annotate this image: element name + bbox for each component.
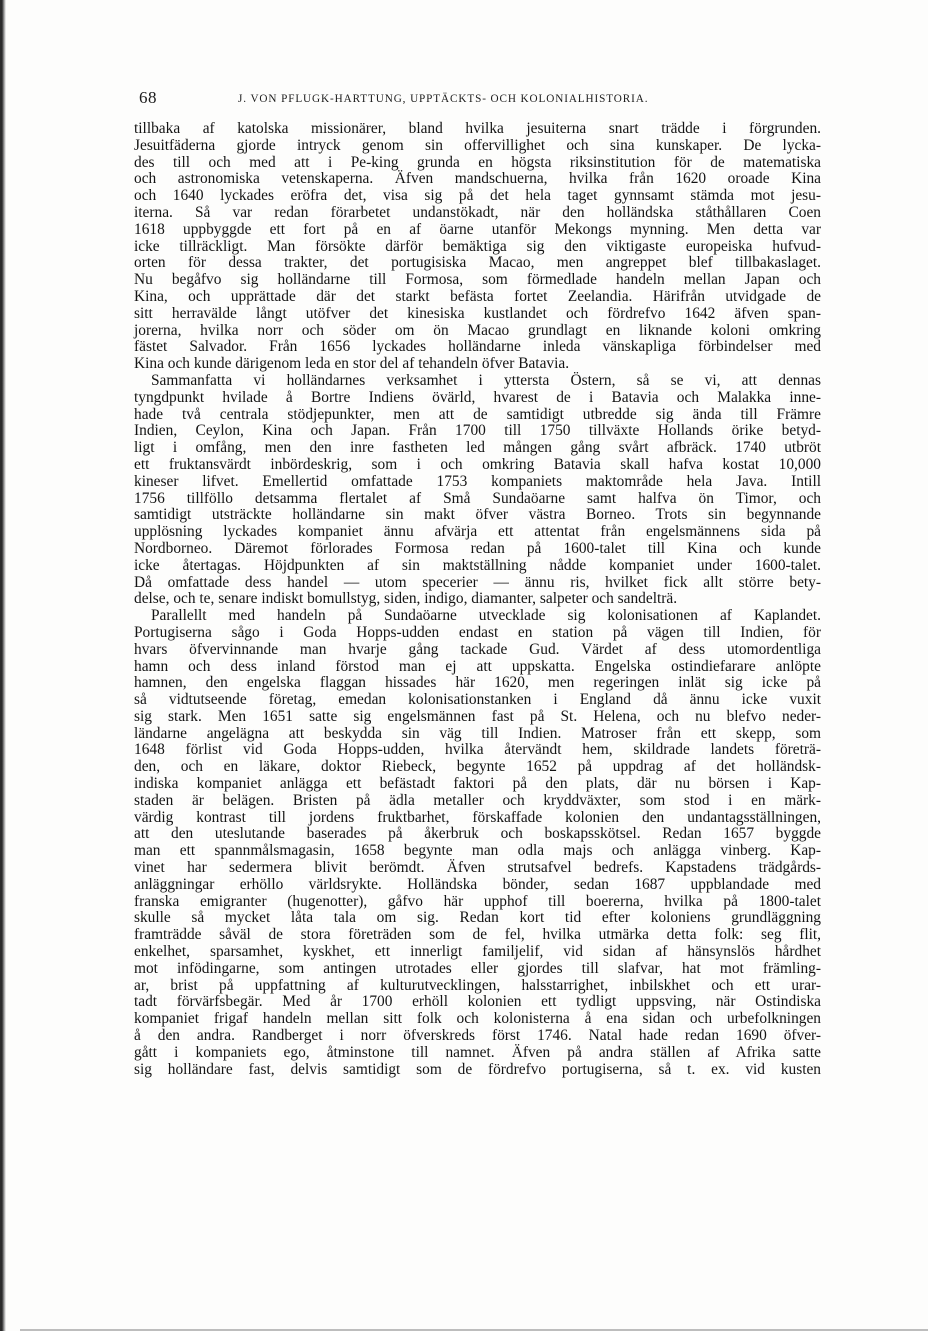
text-line: jorerna, hvilka norr och söder om ön Macao grundlagt en liknande koloni omkring — [134, 321, 821, 339]
text-line: des till och med att i Pe-king grunda en högsta riksinstitution för de matematiska — [134, 153, 821, 171]
text-line: och 1640 lyckades eröfra det, visa sig på det hela taget gynnsamt stämda mot jesu- — [134, 187, 821, 205]
text-line: orten för dessa trakter, det portugisiska Macao, men angreppet blef tillbakaslaget. — [134, 254, 821, 272]
text-line: indiska kompaniet anlägga ett befästadt faktori på den plats, där nu börsen i Kap- — [134, 775, 821, 793]
text-line: hvars öfvervinnande man hvarje gång tackade Gud. Värdet af dess utomordentliga — [134, 640, 821, 658]
text-line: Kina, och upprättade där det starkt befästa fortet Zeelandia. Härifrån utvidgade de — [134, 287, 821, 305]
text-line: den, och en läkare, doktor Riebeck, begynte 1652 på uppdrag af det holländsk- — [134, 758, 821, 776]
text-line: så vidtutseende företag, emedan kolonisationstanken i England då ännu icke vuxit — [134, 691, 821, 709]
text-line: och astronomiska vetenskaperna. Äfven mandschuerna, hvilka från 1620 oroade Kina — [134, 170, 821, 188]
text-line: tadt förvärfsbegär. Med år 1700 erhöll kolonien ett tydligt uppsving, när Ostindiska — [134, 993, 821, 1011]
text-line: icke tillräckligt. Man försökte därför bemäktiga sig den viktigaste europeiska hufvud- — [134, 237, 821, 255]
text-line: enkelhet, sparsamhet, kyskhet, ett innerligt familjelif, vid sidan af hänsynslös hårdhet — [134, 943, 821, 961]
text-line: Nordborneo. Däremot förlorades Formosa redan på 1600-talet till Kina och kunde — [134, 539, 821, 557]
text-line: 1618 uppbyggde ett fort på en af öarne utanför Mekongs mynning. Men detta var — [134, 220, 821, 238]
text-line: hade två centrala stödjepunkter, men att de samtidigt utbredde sig ända till Främre — [134, 405, 821, 423]
text-line: värdig kontrast till jordens fruktbarhet, förskaffade kolonien den undantagsställningen, — [134, 808, 821, 826]
body-text — [134, 121, 821, 1078]
text-line: hamn och dess inland förstod man ej att uppskatta. Engelska ostindiefarare anlöpte — [134, 657, 821, 675]
text-line: sitt herravälde långt utöfver det kinesiska kustlandet och fördrefvo 1642 äfven span- — [134, 304, 821, 322]
text-line: skulle så mycket låta tala om sig. Redan kort tid efter koloniens grundläggning — [134, 909, 821, 927]
text-line: iterna. Så var redan förarbetet undanstökadt, när den holländska ståthållaren Coen — [134, 203, 821, 221]
text-line: mot infödingarne, som antingen utrotades eller gjordes till slafvar, hat mot främling- — [134, 959, 821, 977]
text-line: Jesuitfäderna gjorde intryck genom sin offervillighet och sina kunskaper. De lycka- — [134, 136, 821, 154]
text-line: franska emigranter (hugenotter), gåfvo här upphof till boererna, hvilka på 1800-talet — [134, 892, 821, 910]
text-line: ett fruktansvärdt inbördeskrig, som i och omkring Batavia skall hafva kostat 10,000 — [134, 455, 821, 473]
text-line: tillbaka af katolska missionärer, bland hvilka jesuiterna snart trädde i förgrunden. — [134, 120, 821, 137]
text-line: sig holländare fast, delvis samtidigt som de fördrefvo portugiserna, så t. ex. vid kusten — [134, 1060, 821, 1078]
running-title: J. VON PFLUGK-HARTTUNG, UPPTÄCKTS- OCH KOLONIALHISTORIA. — [238, 93, 649, 105]
text-line: ligt i omfång, men den inre fastheten led mången gång svårt afbräck. 1740 utbröt — [134, 439, 821, 457]
text-line: Kina och kunde därigenom leda en stor del af tehandeln öfver Batavia. — [134, 355, 570, 373]
text-line: Då omfattade dess handel — utom specerier — ännu ris, hvilket fick allt större bety- — [134, 573, 821, 591]
text-line: ar, brist på uppfattning af kulturutvecklingen, halsstarrighet, inbilskhet och ett urar- — [134, 976, 821, 994]
text-line: Sammanfatta vi holländarnes verksamhet i yttersta Östern, så se vi, att dennas — [151, 371, 821, 389]
text-line: samtidigt utsträckte holländarne sin makt öfver västra Borneo. Trots sin begynnande — [134, 506, 821, 524]
text-line: vinet har sedermera blivit berömdt. Äfven strutsafvel bedrefs. Kapstadens trädgårds- — [134, 859, 821, 877]
page-number: 68 — [139, 88, 157, 107]
text-line: hamnen, den engelska flaggan hissades här 1620, men regeringen inlät sig icke på — [134, 674, 821, 692]
text-line: Portugiserna sågo i Goda Hopps-udden endast en station på vägen till Indien, för — [134, 623, 821, 641]
text-line: upplösning lyckades kompaniet ännu afvärja ett attentat från engelsmännens sida på — [134, 523, 821, 541]
text-line: framträdde såväl de stora företräden som de fel, hvilka utmärka detta folk: seg flit, — [134, 926, 821, 944]
text-line: gått i kompaniets ego, åtminstone till namnet. Äfven på andra ställen af Afrika satte — [134, 1043, 821, 1061]
scan-edge-left — [0, 0, 6, 1331]
text-line: att den uteslutande baserades på åkerbruk och boskapsskötsel. Redan 1657 byggde — [134, 825, 821, 843]
page-header — [139, 86, 825, 108]
text-line: kineser lifvet. Emellertid omfattade 1753 kompaniets maktområde hela Java. Intill — [134, 472, 821, 490]
text-line: ländarne angelägna att beskydda sin väg till Indien. Matroser från ett skepp, som — [134, 724, 821, 742]
text-line: anläggningar erhöllo världsrykte. Holländska bönder, sedan 1687 uppblandade med — [134, 875, 821, 893]
text-line: tyngdpunkt hvilade å Bortre Indiens övärld, hvarest de i Batavia och Malakka inne- — [134, 388, 821, 406]
text-line: icke återtagas. Höjdpunkten af sin maktställning nådde kompaniet under 1600-talet. — [134, 556, 821, 574]
text-line: å den andra. Randberget i norr öfverskreds först 1746. Natal hade redan 1690 öfver- — [134, 1027, 821, 1045]
text-line: Parallellt med handeln på Sundaöarne utvecklade sig kolonisationen af Kaplandet. — [151, 607, 821, 625]
text-line: staden är belägen. Bristen på ädla metaller och kryddväxter, som stod i en märk- — [134, 791, 821, 809]
text-line: kompaniet frigaf handeln mellan sitt folk och kolonisterna å ena sidan och urbefolkningen — [134, 1010, 821, 1028]
text-line: Indien, Ceylon, Kina och Japan. Från 1700 till 1750 tillväxte Hollands örike betyd- — [134, 422, 821, 440]
text-line: Nu begåfvo sig holländarne till Formosa, som förmedlade handeln mellan Japan och — [134, 271, 821, 289]
text-line: sig stark. Men 1651 satte sig engelsmännen fast på St. Helena, och nu blefvo neder- — [134, 707, 821, 725]
text-line: man ett spannmålsmagasin, 1658 begynte man odla majs och anlägga vinberg. Kap- — [134, 842, 821, 860]
text-line: delse, och te, senare indiskt bomullstyg, siden, indigo, diamanter, salpeter och sandelträ. — [134, 590, 678, 608]
text-line: 1756 tillföllo detsamma flertalet af Små Sundaöarne samt halfva ön Timor, och — [134, 489, 821, 507]
text-line: 1648 förlist vid Goda Hopps-udden, hvilka återvändt hem, skildrade landets företrä- — [134, 741, 821, 759]
text-line: fästet Salvador. Från 1656 lyckades holländarne inleda vänskapliga förbindelser med — [134, 338, 821, 356]
